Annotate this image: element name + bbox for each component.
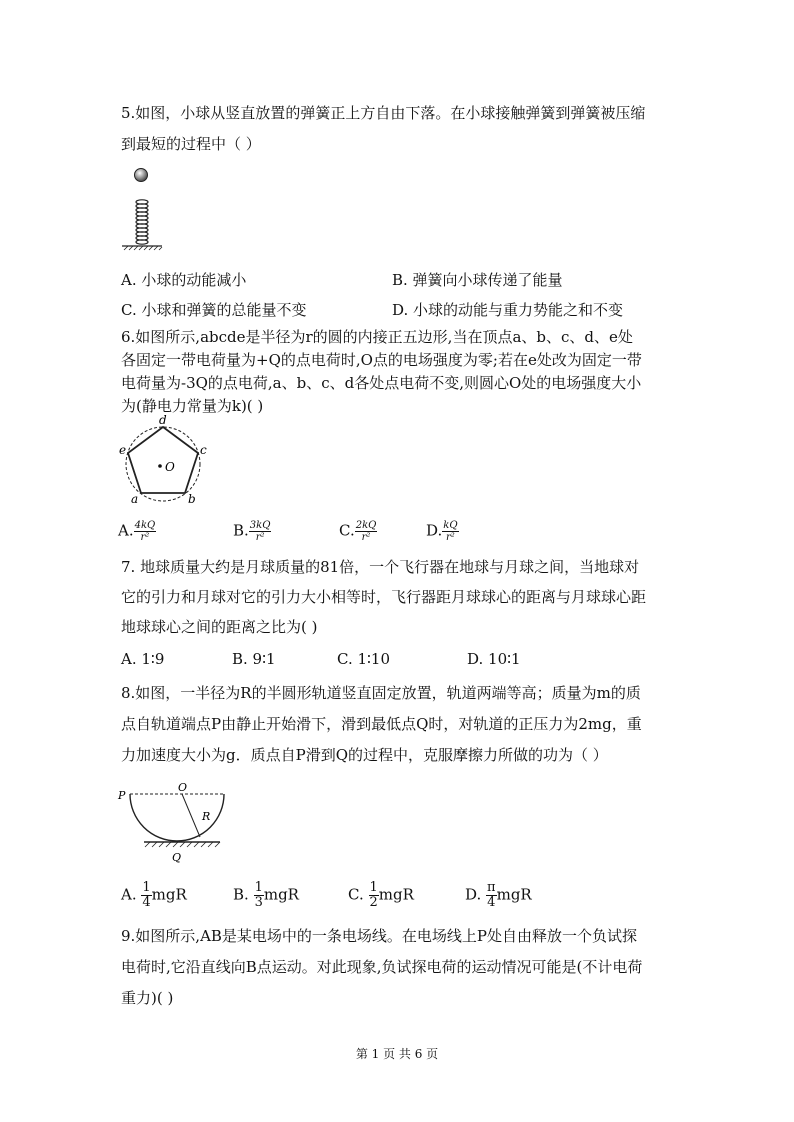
label-d: d xyxy=(159,414,167,427)
q5-option-b: B. 弹簧向小球传递了能量 xyxy=(392,271,563,289)
q6-option-a-num: 4kQ xyxy=(134,520,156,531)
q6-option-d-den: r² xyxy=(446,532,455,543)
q8-text-line2: 点自轨道端点P由静止开始滑下，滑到最低点Q时，对轨道的正压力为2mg，重 xyxy=(121,715,642,733)
q5-text-line1: 5.如图，小球从竖直放置的弹簧正上方自由下落。在小球接触弹簧到弹簧被压缩 xyxy=(121,104,646,122)
dashed-circle xyxy=(126,427,200,501)
q8-option-c-label: C. xyxy=(348,885,364,904)
q8-option-d-label: D. xyxy=(465,885,482,904)
q5-text-line2: 到最短的过程中（ ） xyxy=(121,135,261,153)
q8-option-b-den: 3 xyxy=(254,895,263,910)
label-b: b xyxy=(188,492,196,506)
q6-option-b-label: B. xyxy=(233,521,249,540)
label-R: R xyxy=(202,810,211,823)
label-e: e xyxy=(119,443,127,457)
radius-line xyxy=(182,794,200,837)
q8-option-c-den: 2 xyxy=(369,895,378,910)
spring-icon xyxy=(136,200,148,244)
page-footer: 第 1 页 共 6 页 xyxy=(355,1047,439,1061)
q6-text-line4: 为(静电力常量为k)( ) xyxy=(121,397,264,415)
q8-option-c-tail: mgR xyxy=(378,885,414,904)
q9-text-line3: 重力)( ) xyxy=(121,989,174,1007)
q7-text-line3: 地球球心之间的距离之比为( ) xyxy=(121,618,318,636)
q8-option-a-den: 4 xyxy=(142,895,151,910)
q8-text-line1: 8.如图，一半径为R的半圆形轨道竖直固定放置，轨道两端等高；质量为m的质 xyxy=(121,684,641,702)
q6-option-c-den: r² xyxy=(361,532,371,543)
q8-option-b-label: B. xyxy=(233,885,249,904)
q6-option-b-num: 3kQ xyxy=(249,520,271,531)
q6-text-line3: 电荷量为-3Q的点电荷,a、b、c、d各处点电荷不变,则圆心O处的电场强度大小 xyxy=(121,374,642,392)
q7-text-line2: 它的引力和月球对它的引力大小相等时，飞行器距月球球心的距离与月球球心距 xyxy=(121,588,647,606)
label-P: P xyxy=(118,789,126,802)
q6-option-a-den: r² xyxy=(140,532,150,543)
q7-option-d: D. 10∶1 xyxy=(467,650,521,668)
q8-option-a xyxy=(121,881,187,910)
q6-option-d-label: D. xyxy=(426,521,443,540)
q7-text-line1: 7. 地球质量大约是月球质量的81倍，一个飞行器在地球与月球之间，当地球对 xyxy=(121,558,640,576)
q5-option-a: A. 小球的动能减小 xyxy=(121,271,247,289)
q8-option-c-num: 1 xyxy=(369,880,378,895)
q8-option-b-num: 1 xyxy=(254,880,263,895)
label-c: c xyxy=(200,443,207,457)
q8-option-a-num: 1 xyxy=(142,880,151,895)
q8-option-b xyxy=(233,881,299,910)
pentagon-figure xyxy=(116,414,212,508)
q7-option-c: C. 1∶10 xyxy=(337,650,391,668)
q7-option-a: A. 1∶9 xyxy=(121,650,165,668)
q6-text-line2: 各固定一带电荷量为+Q的点电荷时,O点的电场强度为零;若在e处改为固定一带 xyxy=(121,351,642,369)
label-O: O xyxy=(165,460,175,474)
ball-icon xyxy=(135,169,148,182)
q6-option-c-label: C. xyxy=(339,521,355,540)
q6-option-b-den: r² xyxy=(255,532,265,543)
semicircle-track-figure xyxy=(116,780,238,866)
q6-option-a xyxy=(118,520,156,543)
q6-option-b xyxy=(233,520,271,543)
ball-spring-figure xyxy=(118,164,168,254)
q5-option-c: C. 小球和弹簧的总能量不变 xyxy=(121,301,307,319)
q6-option-d xyxy=(426,520,459,543)
q8-option-a-tail: mgR xyxy=(151,885,187,904)
q6-option-c xyxy=(339,520,377,543)
q9-text-line1: 9.如图所示,AB是某电场中的一条电场线。在电场线上P处自由释放一个负试探 xyxy=(121,927,638,945)
q6-option-a-label: A. xyxy=(118,521,134,540)
q8-option-d-num: π xyxy=(487,880,496,895)
q8-option-a-label: A. xyxy=(121,885,137,904)
center-point xyxy=(158,464,162,468)
q8-text-line3: 力加速度大小为g．质点自P滑到Q的过程中，克服摩擦力所做的功为（ ） xyxy=(121,746,608,764)
q6-option-d-num: kQ xyxy=(443,520,458,531)
ground-hatch-q8 xyxy=(145,842,220,847)
q7-option-b: B. 9∶1 xyxy=(232,650,276,668)
q8-option-d xyxy=(465,881,532,910)
q6-option-c-num: 2kQ xyxy=(355,520,377,531)
q8-option-b-tail: mgR xyxy=(263,885,299,904)
label-O-q8: O xyxy=(178,781,188,794)
label-a: a xyxy=(131,492,139,506)
q8-option-d-tail: mgR xyxy=(496,885,532,904)
q8-option-c xyxy=(348,881,414,910)
q8-option-d-den: 4 xyxy=(487,895,496,910)
q5-option-d: D. 小球的动能与重力势能之和不变 xyxy=(392,301,624,319)
q9-text-line2: 电荷时,它沿直线向B点运动。对此现象,负试探电荷的运动情况可能是(不计电荷 xyxy=(121,958,643,976)
q6-text-line1: 6.如图所示,abcde是半径为r的圆的内接正五边形,当在顶点a、b、c、d、e处 xyxy=(121,328,633,346)
label-Q: Q xyxy=(172,851,182,864)
